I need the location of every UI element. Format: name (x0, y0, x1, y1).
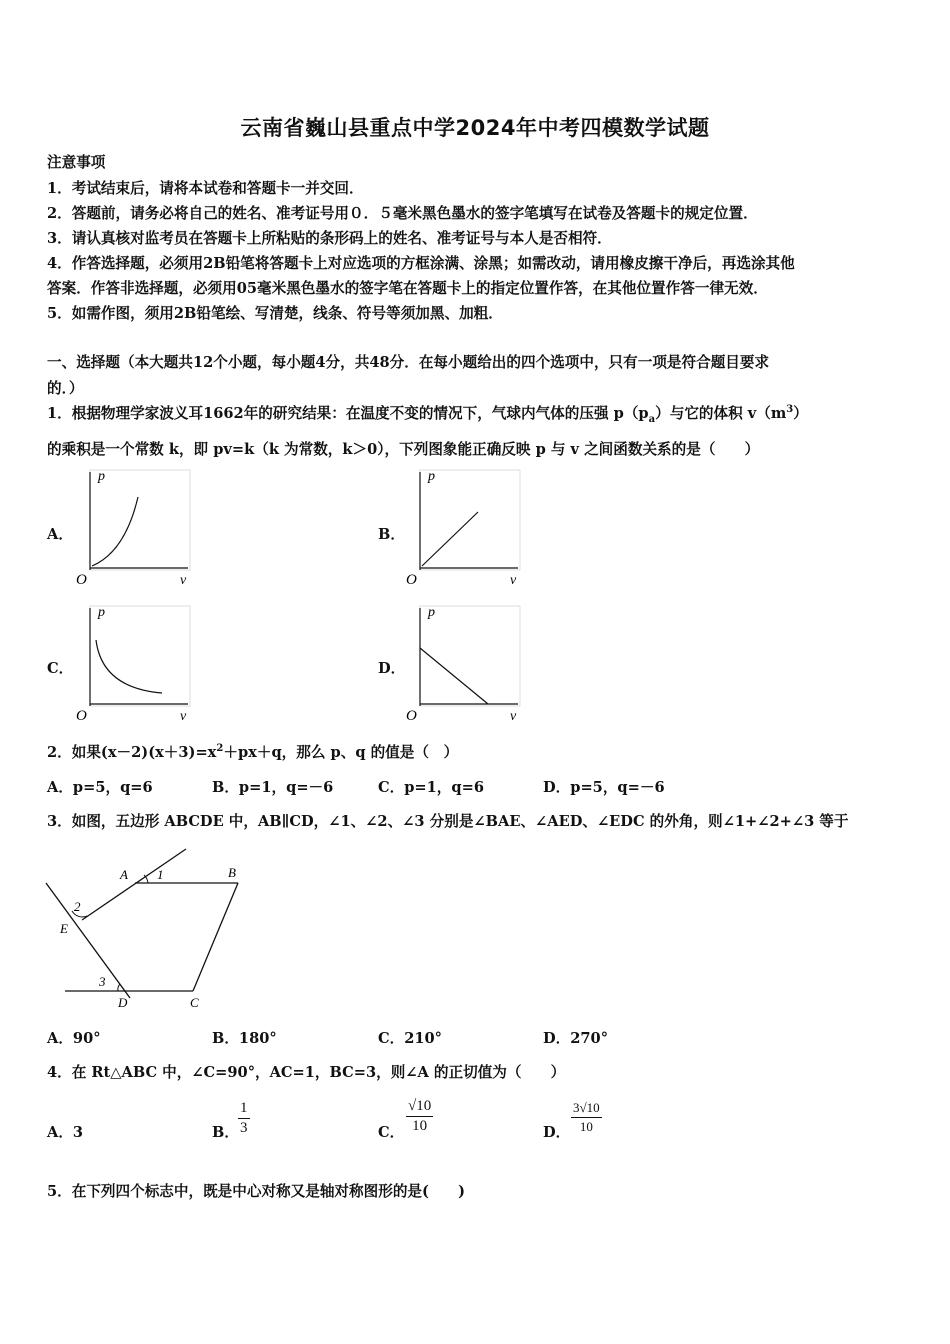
q3-option-c: C．210° (378, 1030, 442, 1047)
q1-option-b-label: B． (378, 526, 405, 543)
notice-item: 4．作答选择题，必须用2B铅笔将答题卡上对应选项的方框涂满、涂黑；如需改动，请用橡皮擦干净后，再选涂其他 (47, 255, 795, 272)
q3-option-a: A．90° (47, 1030, 101, 1047)
q2-option-b: B．p=1，q=－6 (212, 779, 334, 796)
question-2-stem: 2．如果$(x-2)(x+3)=x^2+px+q$，那么 p、q 的值是（ ） (47, 743, 459, 761)
axis-label-v: v (180, 573, 187, 588)
question-5-stem: 5．在下列四个标志中，既是中心对称又是轴对称图形的是( ) (47, 1183, 465, 1200)
origin-label: O (76, 708, 87, 724)
question-4-stem: 4．在 Rt△ABC 中，∠C=90°，AC=1，BC=3，则∠A 的正切值为（ ） (47, 1064, 566, 1081)
question-1-stem: 1．根据物理学家波义耳1662年的研究结果：在温度不变的情况下，气球内气体的压强 $p(p_a)$与它的体积 $v(m^3)$ (47, 404, 808, 425)
section-heading-cont: 的．） (47, 380, 84, 397)
q1-graph-c (70, 598, 198, 726)
angle-2-label: 2 (74, 899, 81, 914)
q1-option-a-label: A． (47, 526, 73, 543)
origin-label: O (76, 572, 87, 588)
label-E: E (60, 921, 68, 936)
origin-label: O (406, 708, 417, 724)
notice-item: 1．考试结束后，请将本试卷和答题卡一并交回． (47, 180, 364, 197)
q4-option-d-fraction: $\frac{3√10}{10}$ (573, 1100, 600, 1134)
q4-option-c-label: C． (378, 1124, 405, 1141)
axis-label-p: p (428, 469, 435, 484)
q2-option-a: A．p=5，q=6 (47, 779, 153, 796)
q3-option-d: D．270° (543, 1030, 609, 1047)
notice-item: 2．答题前，请务必将自己的姓名、准考证号用０．５毫米黑色墨水的签字笔填写在试卷及答题卡的规定位置． (47, 205, 758, 222)
q1-graph-a (70, 462, 198, 590)
origin-label: O (406, 572, 417, 588)
q1-graph-b (400, 462, 528, 590)
label-A: A (120, 867, 128, 882)
axis-label-v: v (510, 573, 517, 588)
axis-label-v: v (180, 709, 187, 724)
notice-item: 5．如需作图，须用2B铅笔绘、写清楚，线条、符号等须加黑、加粗． (47, 305, 503, 322)
angle-3-label: 3 (99, 974, 106, 989)
q4-option-b-fraction: $\frac{1}{3}$ (240, 1100, 248, 1136)
q2-option-c: C．p=1，q=6 (378, 779, 484, 796)
angle-1-label: 1 (157, 867, 164, 882)
q3-pentagon-figure (40, 845, 250, 1010)
question-3-stem: 3．如图，五边形 ABCDE 中，AB∥CD，∠1、∠2、∠3 分别是∠BAE、∠AED、∠EDC 的外角，则∠1+∠2+∠3 等于 (47, 813, 849, 830)
label-D: D (118, 995, 128, 1010)
question-1-stem-cont: 的乘积是一个常数 k，即 pv=k（k 为常数，k＞0），下列图象能正确反映 p 与 v 之间函数关系的是（ ） (47, 441, 760, 458)
page-title: 云南省巍山县重点中学2024年中考四模数学试题 (240, 116, 710, 140)
q4-option-b-label: B． (212, 1124, 239, 1141)
section-heading: 一、选择题（本大题共12个小题，每小题4分，共48分．在每小题给出的四个选项中，只有一项是符合题目要求 (47, 354, 770, 371)
q4-option-c-fraction: $\frac{√10}{10}$ (408, 1098, 432, 1134)
q1-option-c-label: C． (47, 660, 74, 677)
label-B: B (228, 865, 236, 880)
axis-label-p: p (98, 469, 105, 484)
q4-option-d-label: D． (543, 1124, 571, 1141)
q2-option-d: D．p=5，q=－6 (543, 779, 665, 796)
notice-heading: 注意事项 (47, 154, 106, 171)
q4-option-a: A．3 (47, 1124, 84, 1141)
axis-label-p: p (428, 605, 435, 620)
axis-label-p: p (98, 605, 105, 620)
q1-graph-d (400, 598, 528, 726)
axis-label-v: v (510, 709, 517, 724)
notice-item: 3．请认真核对监考员在答题卡上所粘贴的条形码上的姓名、准考证号与本人是否相符． (47, 230, 612, 247)
q1-option-d-label: D． (378, 660, 406, 677)
q3-option-b: B．180° (212, 1030, 277, 1047)
label-C: C (190, 995, 199, 1010)
notice-item: 答案．作答非选择题，必须用05毫米黑色墨水的签字笔在答题卡上的指定位置作答，在其他位置作答一律无效． (47, 280, 768, 297)
